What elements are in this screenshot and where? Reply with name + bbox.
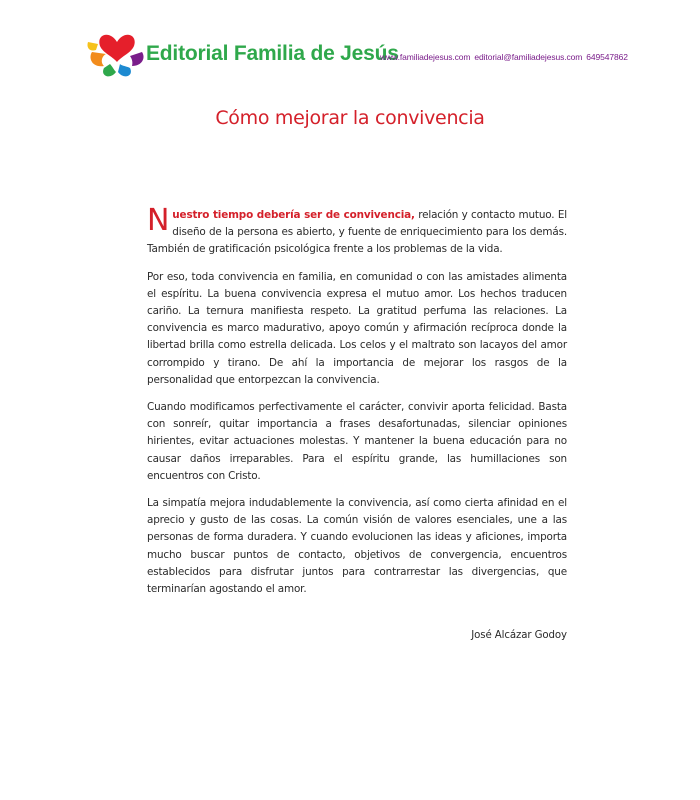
heart-hands-logo-icon bbox=[86, 22, 148, 80]
phone-number: 649547862 bbox=[586, 52, 628, 62]
header bbox=[86, 22, 666, 82]
paragraph-2: Por eso, toda convivencia en familia, en comunidad o con las amistades alimenta el espíritu. La buena convivencia expresa el mutuo amor. Los hechos traducen cariño. La ternura manifiesta respeto. La gratitud perfuma las relaciones. La convivencia es marco madurativo, apoyo común y afirmación recíproca donde la libertad brilla como estrella delicada. Los celos y el maltrato son lacayos del amor corrompido y tirano. De ahí la importancia de mejorar los rasgos de la personalidad que entorpezcan la convivencia. bbox=[147, 270, 567, 386]
author-signature: José Alcázar Godoy bbox=[471, 630, 567, 641]
publisher-name: Editorial Familia de Jesús bbox=[146, 42, 399, 65]
contact-line bbox=[380, 52, 632, 62]
email-link[interactable]: editorial@familiadejesus.com bbox=[474, 52, 583, 62]
paragraph-3: Cuando modificamos perfectivamente el carácter, convivir aporta felicidad. Basta con sonreír, quitar importancia a frases desafortunadas, silenciar opiniones hirientes, evitar actuaciones molestas. Y mantener la buena educación para no causar daños irreparables. Para el espíritu grande, las humillaciones son encuentros con Cristo. bbox=[147, 401, 567, 482]
article-title: Cómo mejorar la convivencia bbox=[215, 107, 485, 129]
drop-cap: N bbox=[147, 203, 170, 238]
website-link[interactable]: www.familiadejesus.com bbox=[380, 52, 471, 62]
article-body bbox=[147, 203, 568, 608]
paragraph-4: La simpatía mejora indudablemente la convivencia, así como cierta afinidad en el aprecio y gusto de las cosas. La común visión de valores esenciales, une a las personas de forma duradera. Y cuando evolucionen las ideas y aficiones, importa mucho buscar puntos de contacto, objetivos de convergencia, encuentros establecidos para disfrutar juntos para contrarrestar las divergencias, que terminarían agostando el amor. bbox=[147, 497, 567, 596]
paragraph-1-text: relación y contacto mutuo. El diseño de la persona es abierto, y fuente de enriquecimiento para los demás. También de gratificación psicológica frente a los problemas de la vida. bbox=[147, 209, 568, 256]
paragraph-1 bbox=[147, 203, 568, 259]
lead-sentence: uestro tiempo debería ser de convivencia, bbox=[172, 209, 415, 221]
